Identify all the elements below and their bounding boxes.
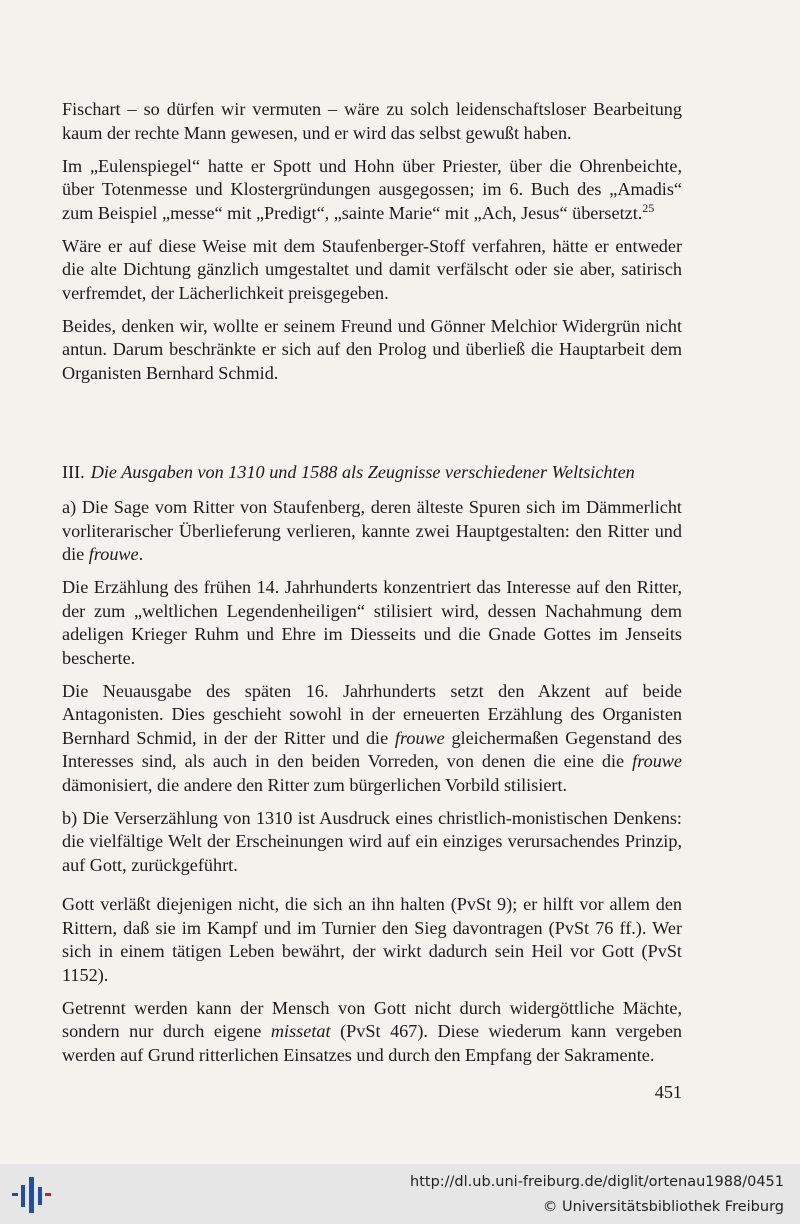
paragraph-a3 (62, 680, 682, 798)
ub-freiburg-logo-icon[interactable] (10, 1175, 52, 1215)
paragraph-b2: Gott verläßt diejenigen nicht, die sich an ihn halten (PvSt 9); er hilft vor allem den Rittern, daß sie im Kampf und im Turnier den Sieg davontragen (PvSt 76 ff.). Wer sich in einem tätigen Leben bewährt, der wirkt dadurch sein Heil vor Gott (PvSt 1152). (62, 894, 682, 985)
paragraph-a1-end: . (138, 544, 144, 564)
paragraph-a3-text: Die Neuausgabe des späten 16. Jahrhunderts setzt den Akzent auf beide Antagonisten. Dies geschieht sowohl in der erneuerten Erzählung des Organisten Bernhard Schmid, in der der Ritter und die (62, 680, 682, 748)
paragraph-a2: Die Erzählung des frühen 14. Jahrhunderts konzentriert das Interesse auf den Ritter, der zum „weltlichen Legendenheiligen“ stilisiert wird, dessen Nachahmung dem adeligen Krieger Ruhm und Ehre im Diesseits und die Gnade Gottes im Jenseits bescherte. (62, 577, 682, 668)
section-title: Die Ausgaben von 1310 und 1588 als Zeugnisse verschiedener Weltsichten (90, 462, 635, 482)
paragraph-widergruen: Beides, denken wir, wollte er seinem Freund und Gönner Melchior Widergrün nicht antun. Darum beschränkte er sich auf den Prolog und überließ die Hauptarbeit dem Organisten Bernhard Schmid. (62, 315, 682, 383)
paragraph-b1: b) Die Verserzählung von 1310 ist Ausdruck eines christlich-monistischen Denkens: die vielfältige Welt der Erscheinungen wird auf ein einziges verursachendes Prinzip, auf Gott, zurückgeführt. (62, 807, 682, 875)
footnote-ref: 25 (642, 200, 655, 215)
paragraph-a1 (62, 496, 682, 567)
paragraph-eulenspiegel (62, 155, 682, 226)
italic-term: missetat (270, 1021, 331, 1041)
italic-term: frouwe (88, 544, 139, 564)
paragraph-eulenspiegel-text: Im „Eulenspiegel“ hatte er Spott und Hohn über Priester, über die Ohrenbeichte, über Totenmesse und Klostergründungen ausgegossen; im 6. Buch des „Amadis“ zum Beispiel „messe“ mit „Predigt“, „sainte Marie“ mit „Ach, Jesus“ übersetzt. (62, 155, 682, 223)
footer-bar (0, 1164, 800, 1224)
body-text-section-iii (62, 496, 682, 1077)
paragraph-a1-text: a) Die Sage vom Ritter von Staufenberg, deren älteste Spuren sich im Dämmerlicht vorliterarischer Überlieferung verlieren, kannte zwei Hauptgestalten: den Ritter und die (62, 497, 682, 564)
section-number: III. (62, 462, 85, 482)
paragraph-a3-end: dämonisiert, die andere den Ritter zum bürgerlichen Vorbild stilisiert. (62, 774, 568, 795)
paragraph-b3-end: (PvSt 467). Diese wiederum kann vergeben werden auf Grund ritterlichen Einsatzes und durch den Empfang der Sakramente. (62, 1021, 682, 1065)
body-text-upper (62, 98, 682, 395)
paragraph-fischart: Fischart – so dürfen wir vermuten – wäre zu solch leidenschaftsloser Bearbeitung kaum der rechte Mann gewesen, und er wird das selbst gewußt haben. (62, 99, 682, 143)
section-heading (62, 461, 687, 485)
permalink-link[interactable]: http://dl.ub.uni-freiburg.de/diglit/ortenau1988/0451 (410, 1174, 784, 1190)
copyright-notice: © Universitätsbibliothek Freiburg (542, 1199, 784, 1215)
paragraph-a3-middle: gleichermaßen Gegenstand des Interesses sind, als auch in den beiden Vorreden, von denen die eine die (62, 727, 682, 771)
paragraph-staufenberger: Wäre er auf diese Weise mit dem Staufenberger-Stoff verfahren, hätte er entweder die alte Dichtung gänzlich umgestaltet und damit verfälscht oder sie aber, satirisch verfremdet, der Lächerlichkeit preisgegeben. (62, 235, 682, 303)
paragraph-b3-text: Getrennt werden kann der Mensch von Gott nicht durch widergöttliche Mächte, sondern nur durch eigene (62, 997, 682, 1041)
italic-term: frouwe (394, 727, 445, 748)
paragraph-b3 (62, 997, 682, 1068)
italic-term: frouwe (632, 751, 682, 771)
page-number: 451 (654, 1082, 682, 1102)
